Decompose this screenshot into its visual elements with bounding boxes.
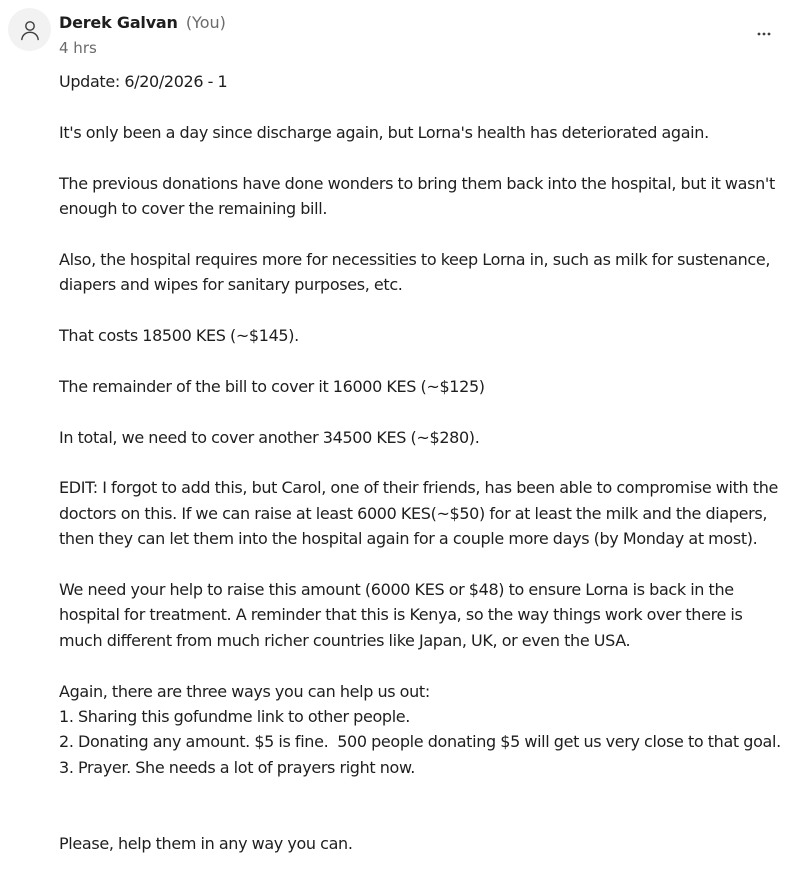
avatar[interactable] xyxy=(8,8,51,51)
author-line xyxy=(59,12,226,34)
author-you-tag: (You) xyxy=(185,13,226,32)
post-paragraph: The remainder of the bill to cover it 16000 KES (~$125) xyxy=(59,376,485,396)
more-options-button[interactable] xyxy=(748,20,780,48)
post-timestamp: 4 hrs xyxy=(59,39,97,57)
post-paragraph: We need your help to raise this amount (6000 KES or $48) to ensure Lorna is back in the hospital for treatment. A reminder that this is Kenya, so the way things work over there is much different from much richer countries like Japan, UK, or even the USA. xyxy=(59,580,747,650)
post-body xyxy=(59,69,786,856)
post-paragraph: In total, we need to cover another 34500 KES (~$280). xyxy=(59,427,480,447)
author-name[interactable]: Derek Galvan xyxy=(59,13,178,32)
spacer xyxy=(59,780,786,831)
list-item: 1. Sharing this gofundme link to other people. xyxy=(59,707,411,727)
list-item: 2. Donating any amount. $5 is fine. 500 people donating $5 will get us very close to that goal. xyxy=(59,732,781,752)
user-icon xyxy=(18,18,42,42)
more-horizontal-icon xyxy=(756,31,772,37)
closing-line: Please, help them in any way you can. xyxy=(59,834,353,854)
list-item: 3. Prayer. She needs a lot of prayers right now. xyxy=(59,757,415,777)
post-paragraph: Also, the hospital requires more for necessities to keep Lorna in, such as milk for sustenance, diapers and wipes for sanitary purposes, etc. xyxy=(59,249,775,295)
ways-intro: Again, there are three ways you can help us out: xyxy=(59,681,430,701)
post-paragraph: It's only been a day since discharge again, but Lorna's health has deteriorated again. xyxy=(59,122,709,142)
update-heading: Update: 6/20/2026 - 1 xyxy=(59,72,228,91)
edit-paragraph: EDIT: I forgot to add this, but Carol, one of their friends, has been able to compromise with the doctors on this. If we can raise at least 6000 KES(~$50) for at least the milk and the diapers, then they can let them into the hospital again for a couple more days (by Monday at most). xyxy=(59,478,783,549)
post-paragraph: That costs 18500 KES (~$145). xyxy=(59,326,299,345)
post-paragraph: The previous donations have done wonders to bring them back into the hospital, but it wasn't enough to cover the remaining bill. xyxy=(59,173,780,218)
